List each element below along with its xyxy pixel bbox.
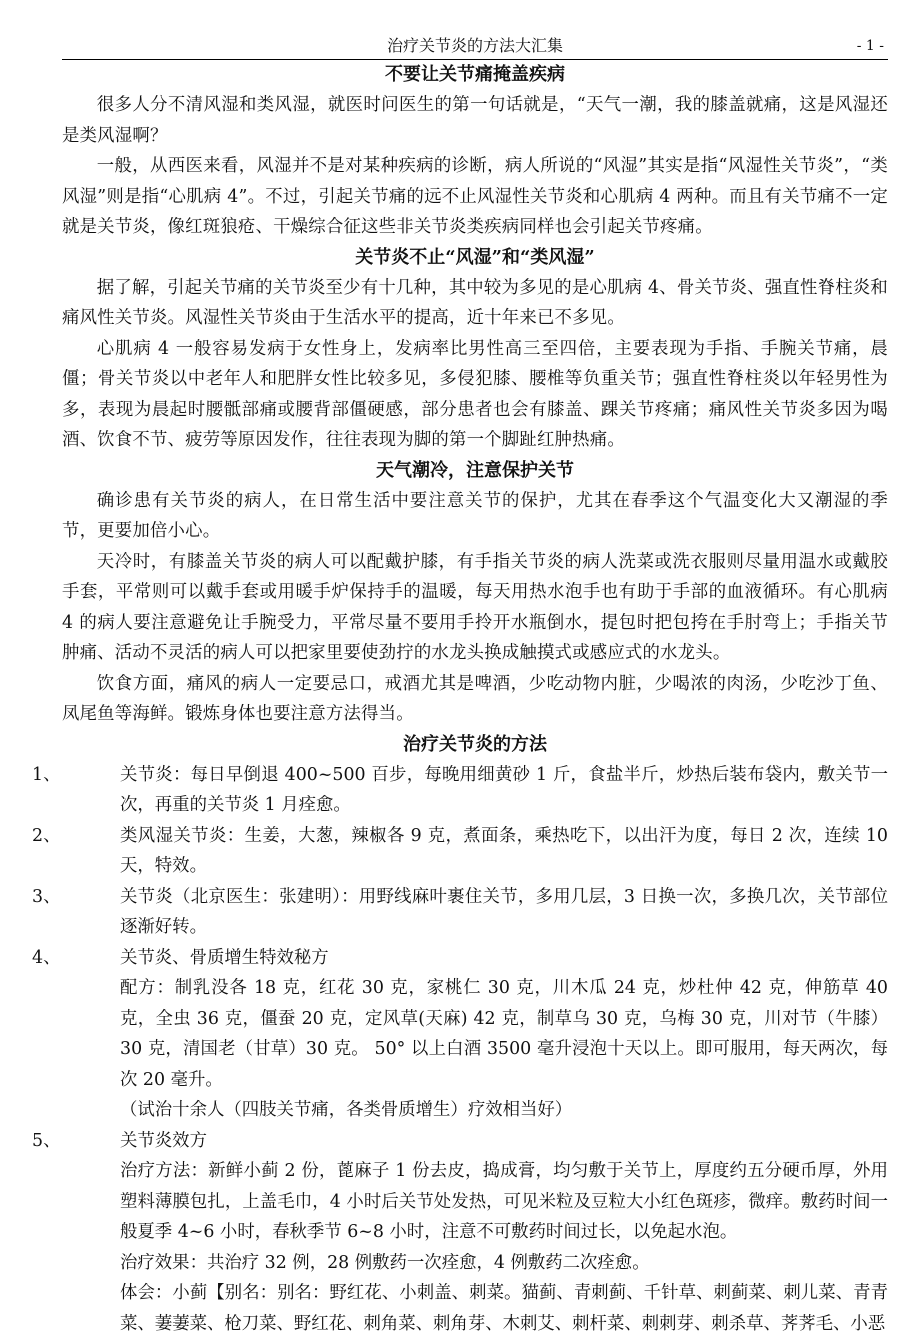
remedy-detail: （试治十余人（四肢关节痛，各类骨质增生）疗效相当好） <box>62 1095 888 1126</box>
remedy-item <box>62 882 888 943</box>
remedy-text: 关节炎（北京医生：张建明）：用野线麻叶裹住关节，多用几层，3 日换一次，多换几次，关节部位逐渐好转。 <box>120 887 888 938</box>
section-title: 关节炎不止“风湿”和“类风湿” <box>62 243 888 273</box>
paragraph: 确诊患有关节炎的病人，在日常生活中要注意关节的保护，尤其在春季这个气温变化大又潮湿的季节，更要加倍小心。 <box>62 486 888 547</box>
remedy-text: 类风湿关节炎：生姜，大葱，辣椒各 9 克，煮面条，乘热吃下，以出汗为度，每日 2 次，连续 10 天，特效。 <box>120 826 888 877</box>
paragraph: 据了解，引起关节痛的关节炎至少有十几种，其中较为多见的是心肌病 4、骨关节炎、强直性脊柱炎和痛风性关节炎。风湿性关节炎由于生活水平的提高，近十年来已不多见。 <box>62 273 888 334</box>
page-header <box>62 30 888 60</box>
remedy-text: 关节炎效方 <box>120 1131 207 1151</box>
remedy-detail: 治疗方法：新鲜小蓟 2 份，蓖麻子 1 份去皮，捣成膏，均匀敷于关节上，厚度约五分硬币厚，外用塑料薄膜包扎，上盖毛巾，4 小时后关节处发热，可见米粒及豆粒大小红色斑疹，微痒。敷药时间一般夏季 4~6 小时，春秋季节 6~8 小时，注意不可敷药时间过长，以免起水泡。 <box>62 1156 888 1248</box>
section-title: 天气潮冷，注意保护关节 <box>62 456 888 486</box>
remedy-text: 关节炎、骨质增生特效秘方 <box>120 948 329 968</box>
paragraph: 很多人分不清风湿和类风湿，就医时问医生的第一句话就是，“天气一潮，我的膝盖就痛，这是风湿还是类风湿啊？ <box>62 90 888 151</box>
document-page <box>62 30 888 1339</box>
page-number: - 1 - <box>857 36 884 56</box>
header-rule <box>62 59 888 60</box>
remedy-number: 2、 <box>32 821 92 852</box>
paragraph: 心肌病 4 一般容易发病于女性身上，发病率比男性高三至四倍，主要表现为手指、手腕关节痛，晨僵；骨关节炎以中老年人和肥胖女性比较多见，多侵犯膝、腰椎等负重关节；强直性脊柱炎以年轻男性为多，表现为晨起时腰骶部痛或腰背部僵硬感，部分患者也会有膝盖、踝关节疼痛；痛风性关节炎多因为喝酒、饮食不节、疲劳等原因发作，往往表现为脚的第一个脚趾红肿热痛。 <box>62 334 888 456</box>
paragraph: 饮食方面，痛风的病人一定要忌口，戒酒尤其是啤酒，少吃动物内脏，少喝浓的肉汤，少吃沙丁鱼、凤尾鱼等海鲜。锻炼身体也要注意方法得当。 <box>62 669 888 730</box>
remedy-item <box>62 943 888 974</box>
remedy-number: 1、 <box>32 760 92 791</box>
remedy-detail: 体会：小蓟【别名：别名：野红花、小刺盖、刺菜。猫蓟、青刺蓟、千针草、刺蓟菜、刺儿菜、青青菜、萋萋菜、枪刀菜、野红花、刺角菜、刺角芽、木刺艾、刺杆菜、刺刺芽、刺杀草、荠荠毛、小恶 <box>62 1278 888 1339</box>
paragraph: 一般，从西医来看，风湿并不是对某种疾病的诊断，病人所说的“风湿”其实是指“风湿性关节炎”，“类风湿”则是指“心肌病 4”。不过，引起关节痛的远不止风湿性关节炎和心肌病 4 两种。而且有关节痛不一定就是关节炎，像红斑狼疮、干燥综合征这些非关节炎类疾病同样也会引起关节疼痛。 <box>62 151 888 243</box>
remedy-item <box>62 821 888 882</box>
document-title: 治疗关节炎的方法大汇集 <box>62 36 888 56</box>
remedy-number: 4、 <box>32 943 92 974</box>
section-title: 治疗关节炎的方法 <box>62 730 888 760</box>
remedy-item <box>62 1126 888 1157</box>
paragraph: 天冷时，有膝盖关节炎的病人可以配戴护膝，有手指关节炎的病人洗菜或洗衣服则尽量用温水或戴胶手套，平常则可以戴手套或用暖手炉保持手的温暖，每天用热水泡手也有助于手部的血液循环。有心肌病 4 的病人要注意避免让手腕受力，平常尽量不要用手拎开水瓶倒水，提包时把包挎在手肘弯上；手指关节肿痛、活动不灵活的病人可以把家里要使劲拧的水龙头换成触摸式或感应式的水龙头。 <box>62 547 888 669</box>
remedy-detail: 配方：制乳没各 18 克，红花 30 克，家桃仁 30 克，川木瓜 24 克，炒杜仲 42 克，伸筋草 40 克，全虫 36 克，僵蚕 20 克，定风草(天麻) 42 克，制草乌 30 克，乌梅 30 克，川对节（牛膝）30 克，清国老（甘草）30 克。 50° 以上白酒 3500 毫升浸泡十天以上。即可服用，每天两次，每次 20 毫升。 <box>62 973 888 1095</box>
remedy-number: 5、 <box>32 1126 92 1157</box>
section-title: 不要让关节痛掩盖疾病 <box>62 60 888 90</box>
remedy-item <box>62 760 888 821</box>
remedy-list <box>62 760 888 1339</box>
remedy-text: 关节炎：每日早倒退 400~500 百步，每晚用细黄砂 1 斤，食盐半斤，炒热后装布袋内，敷关节一次，再重的关节炎 1 月痊愈。 <box>120 765 888 816</box>
remedy-number: 3、 <box>32 882 92 913</box>
remedy-detail: 治疗效果：共治疗 32 例，28 例敷药一次痊愈，4 例敷药二次痊愈。 <box>62 1248 888 1279</box>
